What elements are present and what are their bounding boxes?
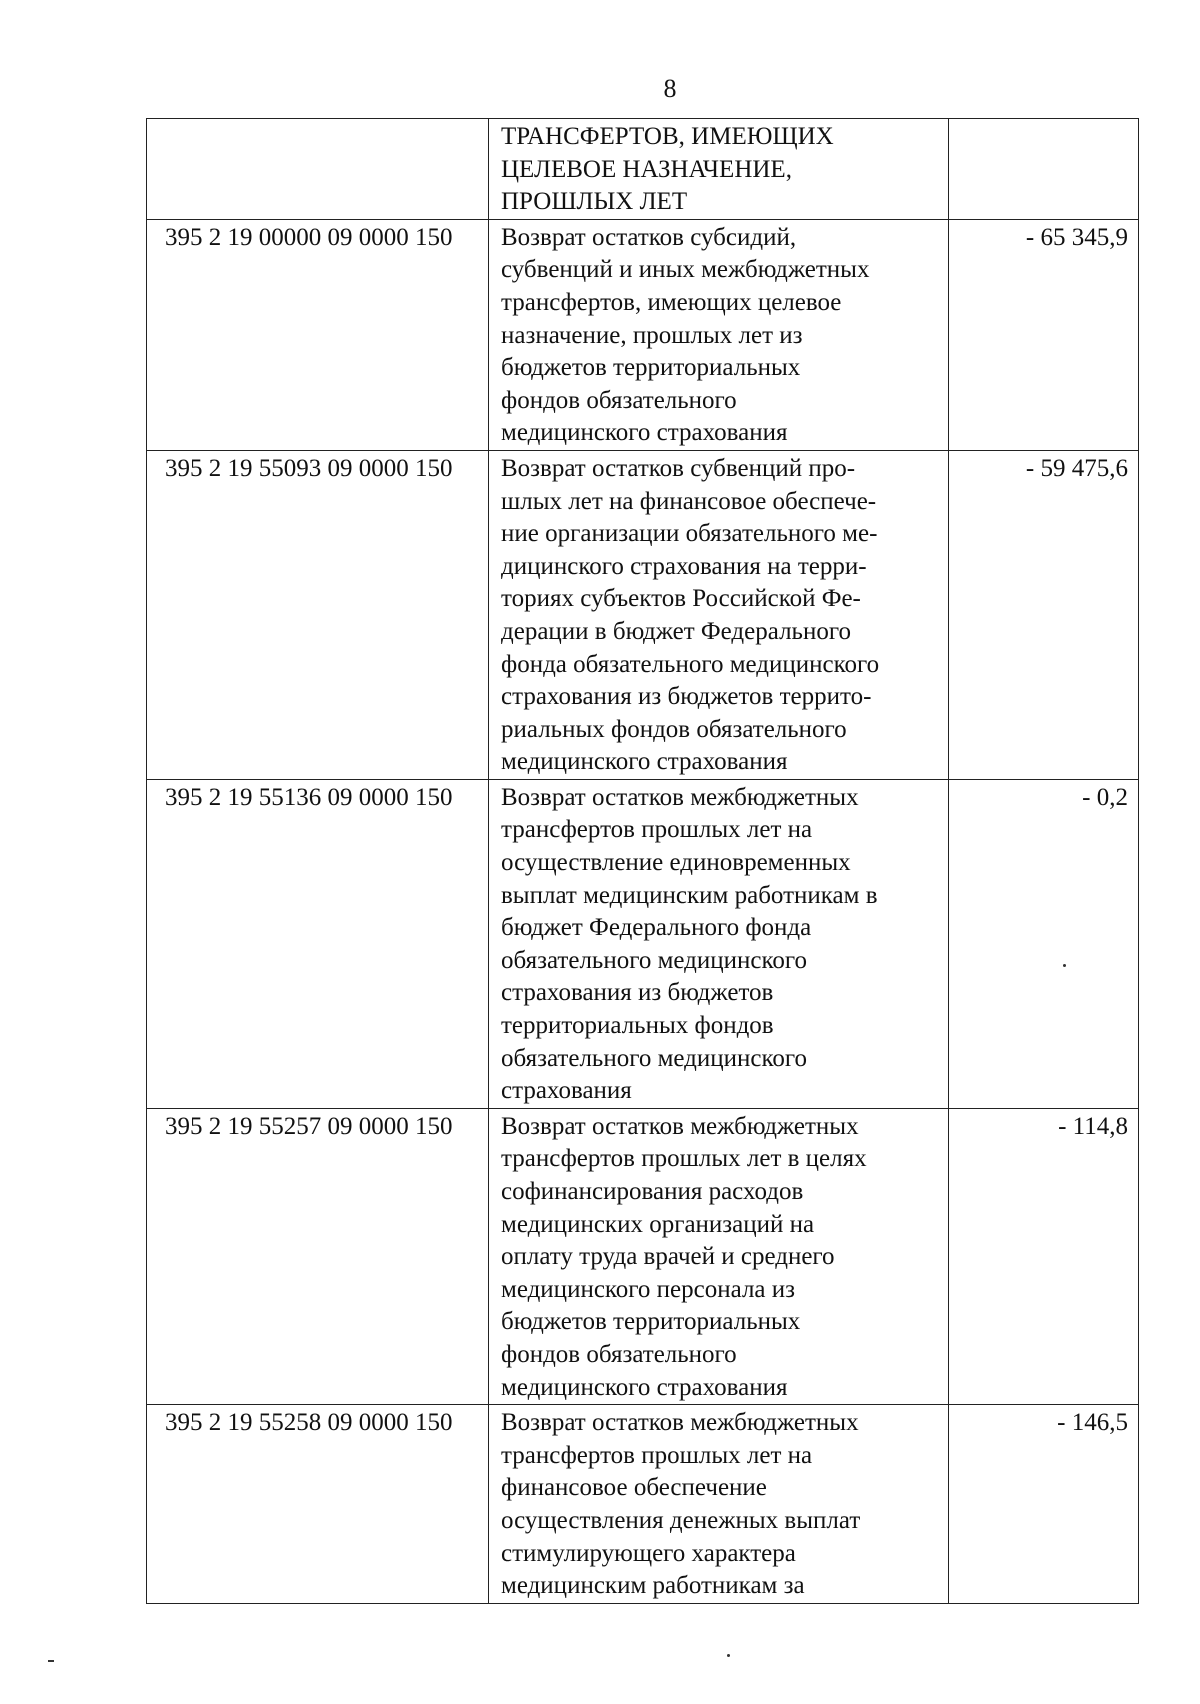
income-name-line: Возврат остатков межбюджетных [501, 783, 859, 811]
income-name-line: обязательного медицинского [501, 946, 808, 974]
income-name-line: фондов обязательного [501, 386, 737, 414]
income-name-line: шлых лет на финансовое обеспече- [501, 487, 877, 515]
income-name-line: бюджет Федерального фонда [501, 914, 812, 942]
income-name-line: страхования [501, 1077, 632, 1105]
income-name-cell [489, 1405, 949, 1604]
table-row [147, 779, 1139, 1108]
income-name-line: ТРАНСФЕРТОВ, ИМЕЮЩИХ [501, 123, 834, 150]
budget-table [146, 118, 1139, 1604]
income-name-line: территориальных фондов [501, 1012, 774, 1040]
income-name-line: риальных фондов обязательного [501, 715, 847, 743]
income-name-line: страхования из бюджетов террито- [501, 683, 872, 711]
income-name-line: трансфертов прошлых лет на [501, 816, 813, 844]
income-name-line: медицинского страхования [501, 748, 788, 776]
income-name-cell [489, 1108, 949, 1404]
income-name-line: медицинского персонала из [501, 1275, 796, 1303]
income-name-line: Возврат остатков межбюджетных [501, 1409, 859, 1437]
table-row [147, 1108, 1139, 1404]
income-name-cell [489, 450, 949, 779]
table-row [147, 119, 1139, 220]
income-name-line: ЦЕЛЕВОЕ НАЗНАЧЕНИЕ, [501, 155, 792, 183]
income-name-line: бюджетов территориальных [501, 354, 801, 382]
income-name-line: страхования из бюджетов [501, 979, 774, 1007]
income-name-line: трансфертов прошлых лет на [501, 1441, 813, 1469]
budget-code-cell: 395 2 19 55258 09 0000 150 [147, 1405, 489, 1604]
income-name-cell [489, 779, 949, 1108]
income-name-line: трансфертов прошлых лет в целях [501, 1145, 867, 1173]
amount-cell [949, 119, 1139, 220]
income-name-line: ние организации обязательного ме- [501, 520, 878, 548]
income-name-line: стимулирующего характера [501, 1539, 796, 1567]
income-name-line: обязательного медицинского [501, 1044, 808, 1072]
table-row [147, 1405, 1139, 1604]
income-name-line: фондов обязательного [501, 1340, 737, 1368]
amount-cell: - 59 475,6 [949, 450, 1139, 779]
scan-speck [1063, 964, 1066, 967]
income-name-line: Возврат остатков субсидий, [501, 223, 797, 251]
income-name-line: дерации в бюджет Федерального [501, 617, 851, 645]
income-name-line: медицинским работникам за [501, 1572, 805, 1600]
income-name-line: медицинского страхования [501, 419, 788, 447]
income-name-line: выплат медицинским работникам в [501, 881, 878, 909]
income-name-line: фонда обязательного медицинского [501, 650, 880, 678]
income-name-line: дицинского страхования на терри- [501, 552, 867, 580]
income-name-line: медицинского страхования [501, 1373, 788, 1401]
income-name-line: назначение, прошлых лет из [501, 321, 803, 349]
income-name-line: бюджетов территориальных [501, 1308, 801, 1336]
income-name-line: медицинских организаций на [501, 1210, 815, 1238]
income-name-line: ториях субъектов Российской Фе- [501, 585, 861, 613]
income-name-cell [489, 119, 949, 220]
budget-table-body [147, 119, 1139, 1604]
income-name-line: Возврат остатков субвенций про- [501, 454, 856, 482]
amount-cell: - 0,2 [949, 779, 1139, 1108]
scan-speck [48, 1660, 54, 1662]
page-number: 8 [663, 74, 677, 103]
budget-code-cell [147, 119, 489, 220]
income-name-cell [489, 219, 949, 450]
scan-speck [727, 1654, 730, 1657]
income-name-line: софинансирования расходов [501, 1178, 804, 1205]
income-name-line: финансовое обеспечение [501, 1474, 767, 1502]
budget-code-cell: 395 2 19 55136 09 0000 150 [147, 779, 489, 1108]
income-name-line: субвенций и иных межбюджетных [501, 256, 870, 284]
budget-code-cell: 395 2 19 00000 09 0000 150 [147, 219, 489, 450]
income-name-line: ПРОШЛЫХ ЛЕТ [501, 188, 688, 216]
income-name-line: осуществления денежных выплат [501, 1506, 861, 1534]
budget-code-cell: 395 2 19 55093 09 0000 150 [147, 450, 489, 779]
income-name-line: Возврат остатков межбюджетных [501, 1112, 859, 1140]
table-row [147, 450, 1139, 779]
amount-cell: - 65 345,9 [949, 219, 1139, 450]
budget-code-cell: 395 2 19 55257 09 0000 150 [147, 1108, 489, 1404]
income-name-line: оплату труда врачей и среднего [501, 1243, 835, 1271]
amount-cell: - 146,5 [949, 1405, 1139, 1604]
income-name-line: осуществление единовременных [501, 849, 851, 877]
income-name-line: трансфертов, имеющих целевое [501, 288, 842, 316]
table-row [147, 219, 1139, 450]
amount-cell: - 114,8 [949, 1108, 1139, 1404]
